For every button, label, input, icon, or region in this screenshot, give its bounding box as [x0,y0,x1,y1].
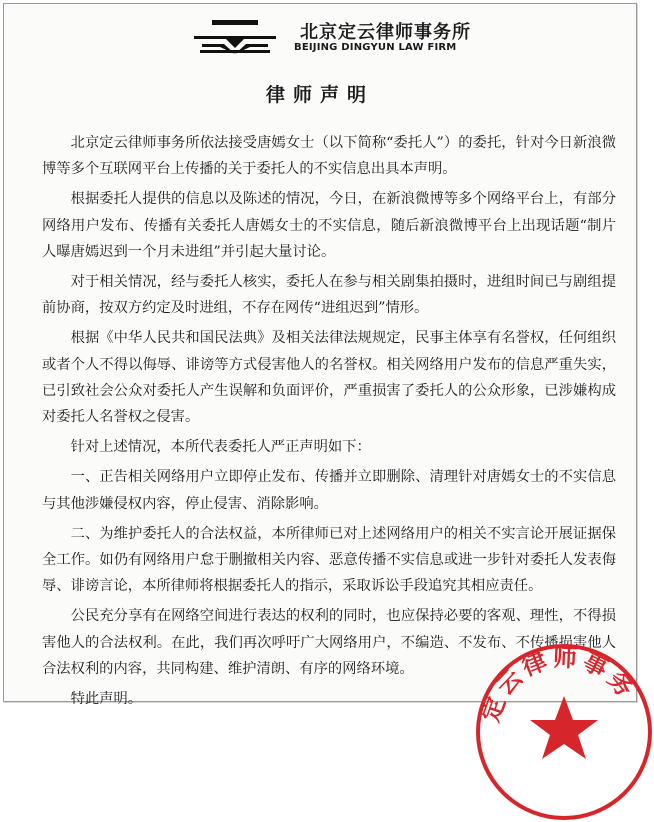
paragraph-item-two: 二、为维护委托人的合法权益，本所律师已对上述网络用户的相关不实言论开展证据保全工作。如仍有网络用户怠于删撤相关内容、恶意传播不实信息或进一步针对委托人发表侮辱、诽谤言论，本所律师将根据委托人的指示，采取诉讼手段追究其相应责任。 [42,525,616,595]
document-page [3,3,642,726]
paragraph-appeal: 公民充分享有在网络空间进行表达的权利的同时，也应保持必要的客观、理性，不得损害他人的合法权利。在此，我们再次呼吁广大网络用户，不编造、不发布、不传播损害他人合法权利的内容，共同构建、维护清朗、有序的网络环境。 [42,608,616,677]
paragraph-verification: 对于相关情况，经与委托人核实，委托人在参与相关剧集拍摄时，进组时间已与剧组提前协商，按双方约定及时进组，不存在网传“进组迟到”情形。 [42,274,616,317]
firm-name-en: BEIJING DINGYUN LAW FIRM [294,42,457,53]
paragraph-declaration-lead: 针对上述情况，本所代表委托人严正声明如下： [70,439,371,456]
firm-name-cn: 北京定云律师事务所 [300,22,471,43]
document-title: 律师声明 [265,84,374,106]
paragraph-background: 根据委托人提供的信息以及陈述的情况，今日，在新浪微博等多个网络平台上，有部分网络用户发布、传播有关委托人唐嫣女士的不实信息，随后新浪微博平台上出现话题“制片人曝唐嫣迟到一个月未进组”并引起大量讨论。 [42,191,616,260]
red-star-seal-icon [474,642,654,822]
document-body [42,130,616,716]
seal-text: 定云律师事务 [476,643,642,726]
dingyun-logo-icon [194,20,276,54]
letterhead [190,18,490,58]
paragraph-closing: 特此声明。 [70,691,143,708]
paragraph-item-one: 一、正告相关网络用户立即停止发布、传播并立即删除、清理针对唐嫣女士的不实信息与其他涉嫌侵权内容，停止侵害、消除影响。 [42,469,616,512]
paragraph-intro: 北京定云律师事务所依法接受唐嫣女士（以下简称“委托人”）的委托，针对今日新浪微博等多个互联网平台上传播的关于委托人的不实信息出具本声明。 [42,135,616,178]
paragraph-legal-basis: 根据《中华人民共和国民法典》及相关法律法规规定，民事主体享有名誉权，任何组织或者个人不得以侮辱、诽谤等方式侵害他人的名誉权。相关网络用户发布的信息严重失实，已引致社会公众对委托人产生误解和负面评价，严重损害了委托人的公众形象，已涉嫌构成对委托人名誉权之侵害。 [42,330,616,426]
